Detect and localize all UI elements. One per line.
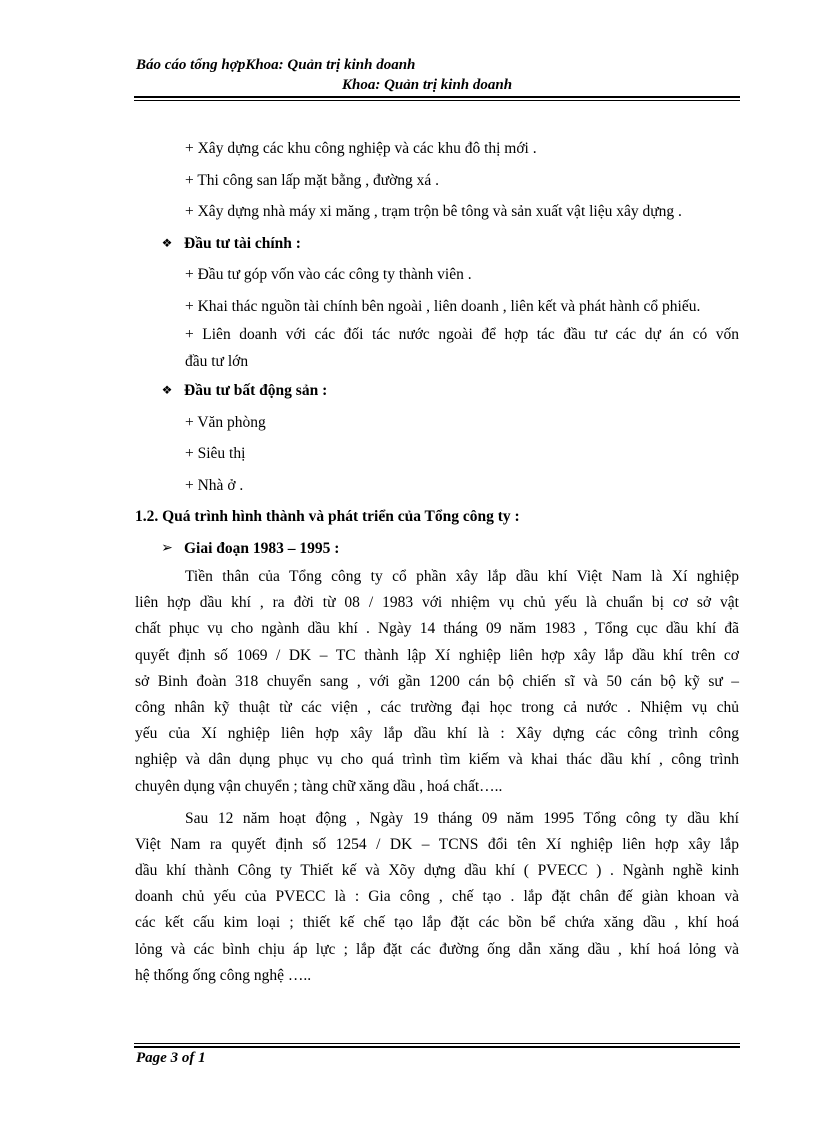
list-item-long — [135, 322, 739, 375]
paragraph-2 — [135, 806, 739, 989]
section-realestate-label: Đầu tư bất động sản : — [184, 382, 328, 399]
list-item: + Đầu tư góp vốn vào các công ty thành viên . — [185, 266, 472, 283]
document-body — [135, 133, 739, 989]
section-realestate — [135, 375, 739, 407]
paragraph-line: công nhân kỹ thuật từ các viện , các trường đại học trong cả nước . Nhiệm vụ chủ — [135, 698, 739, 716]
header-rule-thick — [134, 96, 740, 98]
header-title-line1: Báo cáo tổng hợpKhoa: Quản trị kinh doanh — [136, 57, 416, 73]
paragraph-1 — [135, 564, 739, 800]
list-item: + Xây dựng các khu công nghiệp và các khu đô thị mới . — [185, 140, 537, 157]
section-finance-label: Đầu tư tài chính : — [184, 234, 301, 252]
paragraph-line: Việt Nam ra quyết định số 1254 / DK – TCNS đổi tên Xí nghiệp liên hợp xây lắp — [135, 835, 739, 853]
paragraph-line: liên hợp dầu khí , ra đời từ 08 / 1983 với nhiệm vụ chủ yếu là chuẩn bị cơ sở vật — [135, 594, 739, 612]
list-item: + Thi công san lấp mặt bằng , đường xá . — [185, 171, 440, 189]
paragraph-line: quyết định số 1069 / DK – TC thành lập Xí nghiệp liên hợp xây lắp dầu khí trên cơ — [135, 646, 739, 664]
paragraph-line: các kết cấu kim loại ; thiết kế chế tạo lắp đặt các bồn bể chứa xăng dầu , khí hoá — [135, 914, 739, 932]
paragraph-line: chất phục vụ cho ngành dầu khí . Ngày 14 tháng 09 năm 1983 , Tổng cục dầu khí đã — [135, 620, 739, 638]
footer-rule-thick — [134, 1046, 740, 1048]
paragraph-line: hệ thống ống công nghệ ….. — [135, 966, 312, 984]
list-item: + Xây dựng nhà máy xi măng , trạm trộn bê tông và sản xuất vật liệu xây dựng . — [185, 203, 682, 220]
list-item-line: + Liên doanh với các đối tác nước ngoài để hợp tác đầu tư các dự án có vốn — [185, 326, 739, 343]
diamond-bullet-icon: ❖ — [161, 235, 173, 250]
paragraph-line: Sau 12 năm hoạt động , Ngày 19 tháng 09 năm 1995 Tổng công ty dầu khí — [185, 809, 739, 827]
list-item-line: đầu tư lớn — [185, 352, 249, 370]
list-item: + Nhà ở . — [185, 476, 244, 494]
paragraph-line: doanh chủ yếu của PVECC là : Gia công , chế tạo . lắp đặt chân đế giàn khoan và — [135, 888, 739, 906]
diamond-bullet-icon: ❖ — [161, 383, 173, 397]
paragraph-line: yếu của Xí nghiệp liên hợp xây lắp dầu khí là : Xây dựng các công trình công — [135, 725, 739, 743]
footer-rule-thin — [134, 1043, 740, 1044]
paragraph-line: nghiệp và dân dụng phục vụ cho quá trình tìm kiếm và khai thác dầu khí , công trình — [135, 751, 739, 769]
list-item: + Văn phòng — [185, 413, 266, 431]
paragraph-line: dầu khí thành Công ty Thiết kế và Xõy dựng dầu khí ( PVECC ) . Ngành nghề kinh — [135, 862, 739, 880]
arrow-bullet-icon: ➢ — [161, 540, 173, 556]
paragraph-line: chuyên dụng vận chuyển ; tàng chữ xăng dầu , hoá chất….. — [135, 777, 503, 795]
section-finance — [135, 228, 739, 260]
paragraph-line: Tiền thân của Tổng công ty cổ phần xây lắp dầu khí Việt Nam là Xí nghiệp — [185, 568, 739, 585]
list-item: + Siêu thị — [185, 445, 246, 462]
phase-heading — [135, 533, 739, 565]
paragraph-line: lỏng và các bình chịu áp lực ; lắp đặt các đường ống dẫn xăng dầu , khí hoá lỏng và — [135, 940, 739, 958]
page-number: Page 3 of 1 — [136, 1050, 206, 1066]
header-rule-thin — [134, 100, 740, 101]
paragraph-line: sở Binh đoàn 318 chuyển sang , với gần 1200 cán bộ chiến sĩ và 50 cán bộ kỹ sư – — [135, 672, 739, 690]
phase-heading-label: Giai đoạn 1983 – 1995 : — [184, 539, 340, 557]
list-item: + Khai thác nguồn tài chính bên ngoài , liên doanh , liên kết và phát hành cổ phiếu. — [185, 297, 701, 315]
section-heading: 1.2. Quá trình hình thành và phát triển của Tổng công ty : — [135, 508, 520, 525]
header-title-line2: Khoa: Quản trị kinh doanh — [342, 77, 513, 93]
